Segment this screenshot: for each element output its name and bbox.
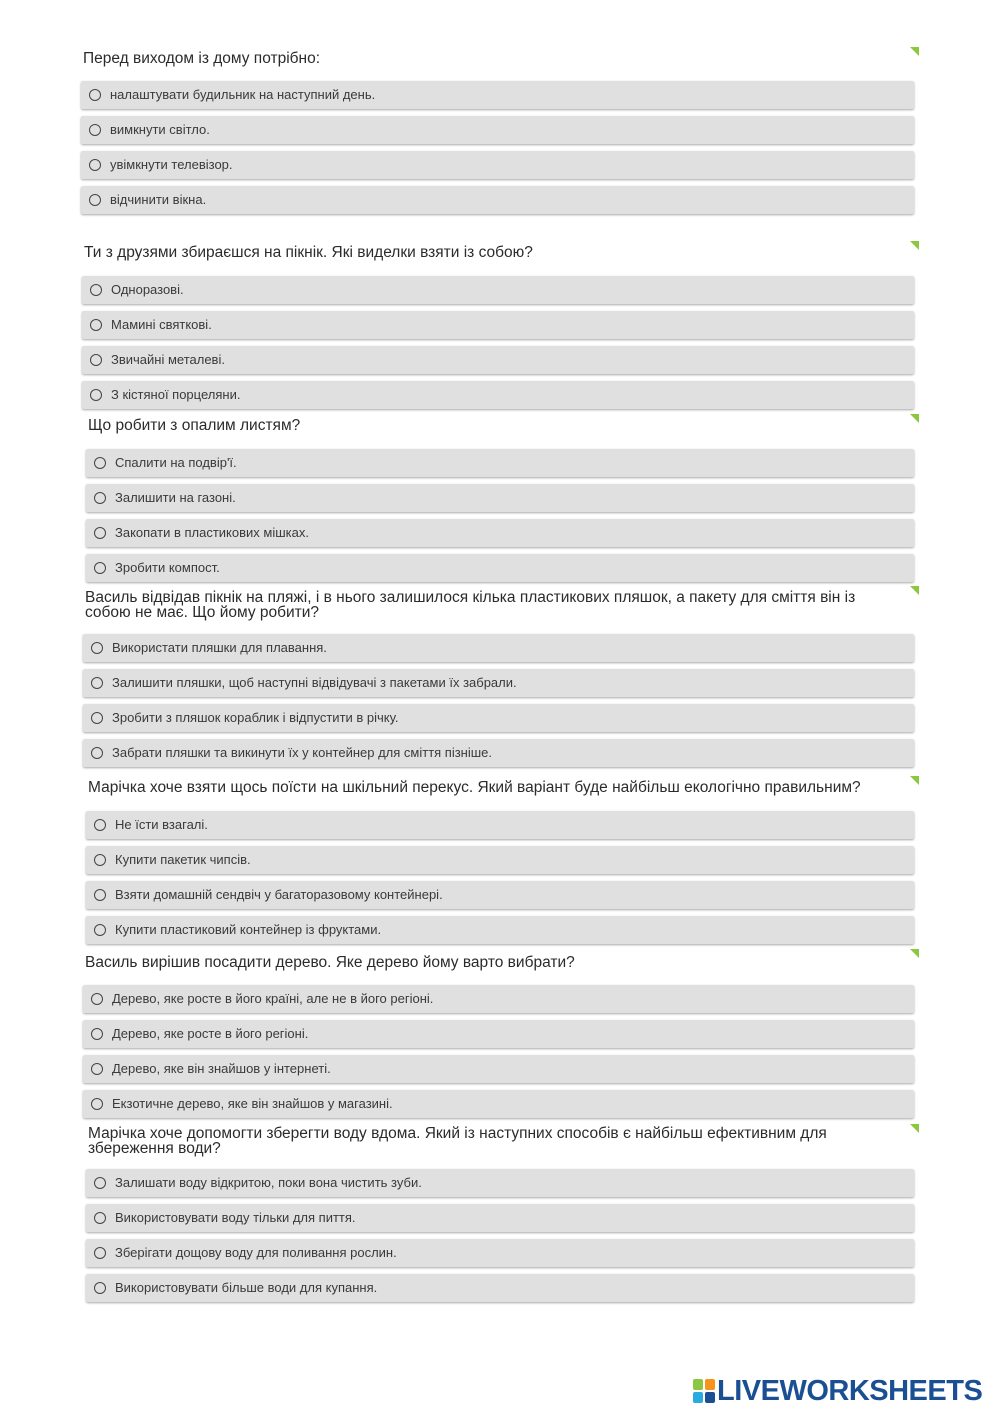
radio-button[interactable] [94,819,106,831]
radio-button[interactable] [91,1098,103,1110]
answer-option[interactable]: Дерево, яке він знайшов у інтернеті. [83,1055,914,1083]
logo-text: LIVEWORKSHEETS [717,1374,983,1407]
radio-button[interactable] [94,562,106,574]
radio-button[interactable] [90,319,102,331]
radio-button[interactable] [94,457,106,469]
flag-icon [910,586,919,595]
radio-button[interactable] [94,1212,106,1224]
answer-option[interactable]: Зробити з пляшок кораблик і відпустити в річку. [83,704,914,732]
radio-button[interactable] [91,747,103,759]
question-text: Марічка хоче взяти щось поїсти на шкільний перекус. Який варіант буде найбільш екологічно правильним? [88,779,861,796]
answer-option[interactable]: Не їсти взагалі. [86,811,914,839]
answer-option[interactable]: З кістяної порцеляни. [82,381,914,409]
flag-icon [910,949,919,958]
flag-icon [910,241,919,250]
radio-button[interactable] [94,854,106,866]
answer-option[interactable]: Забрати пляшки та викинути їх у контейнер для сміття пізніше. [83,739,914,767]
radio-button[interactable] [91,712,103,724]
radio-button[interactable] [89,124,101,136]
radio-button[interactable] [91,1063,103,1075]
radio-button[interactable] [91,677,103,689]
liveworksheets-logo [693,1376,982,1406]
radio-button[interactable] [91,993,103,1005]
answer-option[interactable]: Використати пляшки для плавання. [83,634,914,662]
radio-button[interactable] [90,284,102,296]
radio-button[interactable] [91,642,103,654]
answer-option[interactable]: увімкнути телевізор. [81,151,914,179]
radio-button[interactable] [89,194,101,206]
radio-button[interactable] [94,1177,106,1189]
radio-button[interactable] [89,89,101,101]
radio-button[interactable] [94,924,106,936]
radio-button[interactable] [94,527,106,539]
flag-icon [910,47,919,56]
question-text: Василь відвідав пікнік на пляжі, і в нього залишилося кілька пластикових пляшок, а пакету для сміття він із собою не має. Що йому робити? [85,589,856,621]
radio-button[interactable] [90,354,102,366]
radio-button[interactable] [94,492,106,504]
answer-option[interactable]: Зберігати дощову воду для поливання рослин. [86,1239,914,1267]
answer-option[interactable]: Екзотичне дерево, яке він знайшов у магазині. [83,1090,914,1118]
radio-button[interactable] [94,1282,106,1294]
liveworksheets-logo-icon [693,1379,715,1403]
flag-icon [910,414,919,423]
answer-option[interactable]: Використовувати воду тільки для пиття. [86,1204,914,1232]
answer-option[interactable]: відчинити вікна. [81,186,914,214]
flag-icon [910,1124,919,1133]
flag-icon [910,776,919,785]
question-text: Перед виходом із дому потрібно: [83,50,320,67]
answer-option[interactable]: Звичайні металеві. [82,346,914,374]
answer-option[interactable]: Купити пакетик чипсів. [86,846,914,874]
question-text: Ти з друзями збираєшся на пікнік. Які виделки взяти із собою? [84,244,533,261]
radio-button[interactable] [94,1247,106,1259]
answer-option[interactable]: Мамині святкові. [82,311,914,339]
answer-option[interactable]: налаштувати будильник на наступний день. [81,81,914,109]
answer-option[interactable]: Дерево, яке росте в його країні, але не в його регіоні. [83,985,914,1013]
answer-option[interactable]: Дерево, яке росте в його регіоні. [83,1020,914,1048]
radio-button[interactable] [91,1028,103,1040]
answer-option[interactable]: Залишити пляшки, щоб наступні відвідувачі з пакетами їх забрали. [83,669,914,697]
answer-option[interactable]: Зробити компост. [86,554,914,582]
question-text: Марічка хоче допомогти зберегти воду вдома. Який із наступних способів є найбільш ефективним для збереження води? [88,1125,827,1157]
question-text: Василь вирішив посадити дерево. Яке дерево йому варто вибрати? [85,954,575,971]
answer-option[interactable]: Спалити на подвір'ї. [86,449,914,477]
radio-button[interactable] [94,889,106,901]
answer-option[interactable]: Залишати воду відкритою, поки вона чистить зуби. [86,1169,914,1197]
radio-button[interactable] [89,159,101,171]
answer-option[interactable]: Взяти домашній сендвіч у багаторазовому контейнері. [86,881,914,909]
answer-option[interactable]: Використовувати більше води для купання. [86,1274,914,1302]
answer-option[interactable]: Одноразові. [82,276,914,304]
radio-button[interactable] [90,389,102,401]
answer-option[interactable]: Закопати в пластикових мішках. [86,519,914,547]
answer-option[interactable]: Залишити на газоні. [86,484,914,512]
answer-option[interactable]: Купити пластиковий контейнер із фруктами. [86,916,914,944]
question-text: Що робити з опалим листям? [88,417,301,434]
answer-option[interactable]: вимкнути світло. [81,116,914,144]
